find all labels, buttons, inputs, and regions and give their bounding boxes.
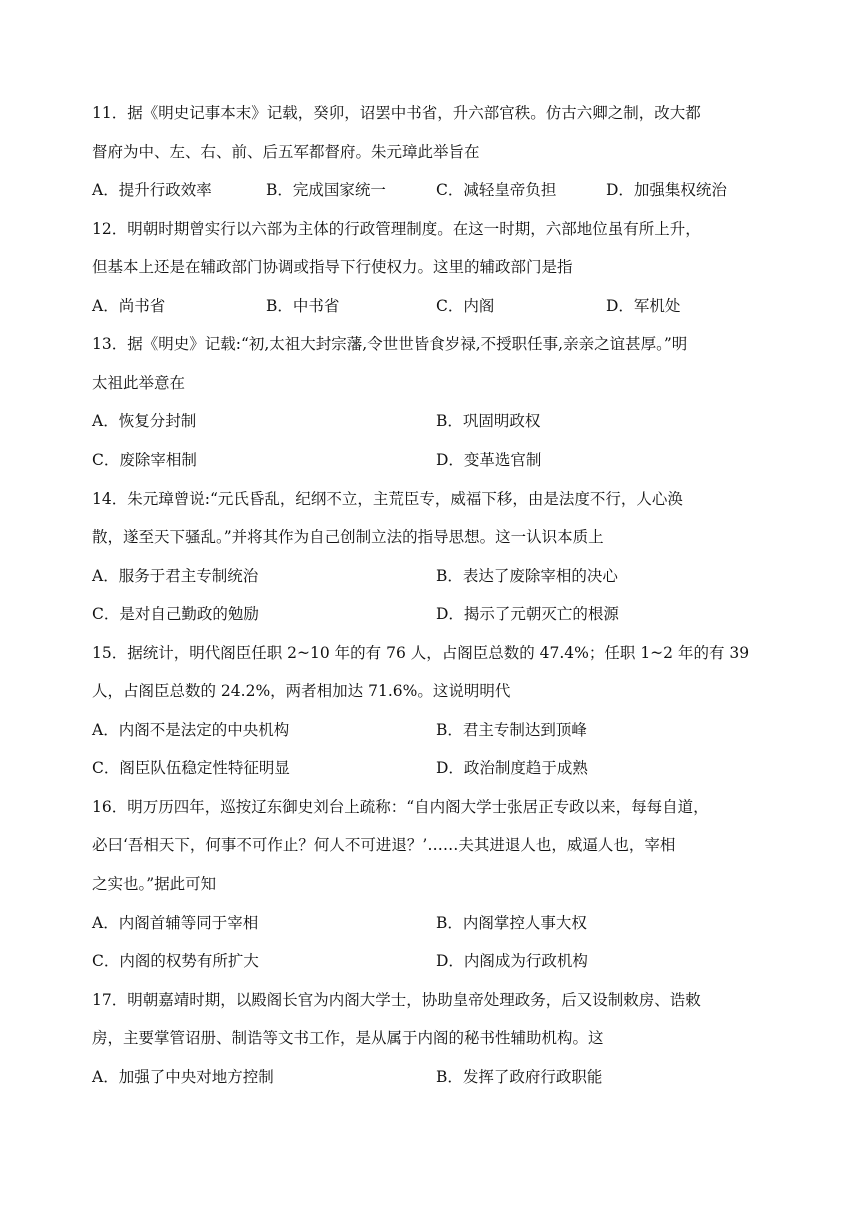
- question-11-option-c: C．减轻皇帝负担: [436, 181, 557, 199]
- question-13-option-c: C．废除宰相制: [92, 451, 197, 469]
- question-16-option-d: D．内阁成为行政机构: [436, 952, 588, 970]
- question-13-option-a: A．恢复分封制: [92, 412, 197, 430]
- question-12-line-1: 12．明朝时期曾实行以六部为主体的行政管理制度。在这一时期，六部地位虽有所上升，: [92, 220, 701, 238]
- question-16-option-b: B．内阁掌控人事大权: [436, 914, 587, 932]
- question-15-option-c: C．阁臣队伍稳定性特征明显: [92, 759, 290, 777]
- question-14-option-b: B．表达了废除宰相的决心: [436, 567, 618, 585]
- question-15-option-b: B．君主专制达到顶峰: [436, 721, 587, 739]
- question-11-option-b: B．完成国家统一: [266, 181, 386, 199]
- question-15-option-d: D．政治制度趋于成熟: [436, 759, 588, 777]
- question-15-option-a: A．内阁不是法定的中央机构: [92, 721, 290, 739]
- question-17-line-1: 17．明朝嘉靖时期，以殿阁长官为内阁大学士，协助皇帝处理政务，后又设制敕房、诰敕: [92, 991, 701, 1009]
- question-16-option-c: C．内阁的权势有所扩大: [92, 952, 259, 970]
- question-13-line-2: 太祖此举意在: [92, 374, 186, 392]
- question-16-option-a: A．内阁首辅等同于宰相: [92, 914, 259, 932]
- question-14-line-1: 14．朱元璋曾说:“元氏昏乱，纪纲不立，主荒臣专，威福下移，由是法度不行，人心涣: [92, 490, 683, 508]
- question-15-line-2: 人，占阁臣总数的 24.2%，两者相加达 71.6%。这说明明代: [92, 682, 511, 700]
- question-17-option-b: B．发挥了政府行政职能: [436, 1068, 603, 1086]
- question-13-option-b: B．巩固明政权: [436, 412, 541, 430]
- question-15-line-1: 15．据统计，明代阁臣任职 2~10 年的有 76 人，占阁臣总数的 47.4%；任职 1~2 年的有 39: [92, 644, 750, 662]
- question-13-line-1: 13．据《明史》记载:“初,太祖大封宗藩,令世世皆食岁禄,不授职任事,亲亲之谊甚厚。”明: [92, 335, 688, 353]
- question-14-option-d: D．揭示了元朝灭亡的根源: [436, 605, 619, 623]
- question-12-option-a: A．尚书省: [92, 297, 166, 315]
- question-16-line-1: 16．明万历四年，巡按辽东御史刘台上疏称：“自内阁大学士张居正专政以来，每每自道，: [92, 798, 709, 816]
- question-11-option-d: D．加强集权统治: [606, 181, 727, 199]
- question-11-line-2: 督府为中、左、右、前、后五军都督府。朱元璋此举旨在: [92, 143, 480, 161]
- question-14-option-c: C．是对自己勤政的勉励: [92, 605, 259, 623]
- question-17-option-a: A．加强了中央对地方控制: [92, 1068, 274, 1086]
- question-17-line-2: 房，主要掌管诏册、制诰等文书工作，是从属于内阁的秘书性辅助机构。这: [92, 1029, 604, 1047]
- question-11-option-a: A．提升行政效率: [92, 181, 212, 199]
- question-16-line-3: 之实也。”据此可知: [92, 875, 217, 893]
- question-14-option-a: A．服务于君主专制统治: [92, 567, 259, 585]
- question-13-option-d: D．变革选官制: [436, 451, 542, 469]
- question-16-line-2: 必曰‘吾相天下，何事不可作止？何人不可进退？’……夫其进退人也，威逼人也，宰相: [92, 836, 676, 854]
- question-11-line-1: 11．据《明史记事本末》记载，癸卯，诏罢中书省，升六部官秩。仿古六卿之制，改大都: [92, 104, 701, 122]
- question-12-line-2: 但基本上还是在辅政部门协调或指导下行使权力。这里的辅政部门是指: [92, 258, 573, 276]
- question-12-option-d: D．军机处: [606, 297, 681, 315]
- question-14-line-2: 散，遂至天下骚乱。”并将其作为自己创制立法的指导思想。这一认识本质上: [92, 528, 604, 546]
- question-12-option-b: B．中书省: [266, 297, 340, 315]
- question-12-option-c: C．内阁: [436, 297, 495, 315]
